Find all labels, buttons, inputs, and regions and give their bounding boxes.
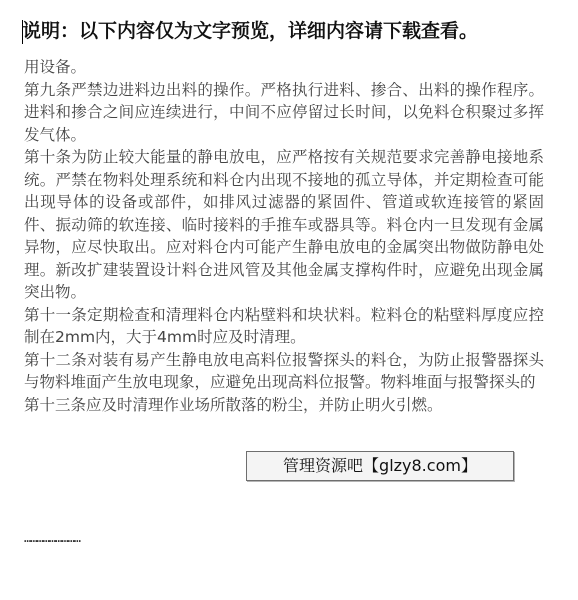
paragraph: 第十条为防止较大能量的静电放电，应严格按有关规范要求完善静电接地系统。严禁在物料处理系统和料仓内出现不接地的孤立导体，并定期检查可能出现导体的设备或部件，如排风过滤器的紧固件、管道或软连接管的紧固件、振动筛的软连接、临时接料的手推车或器具等。料仓内一旦发现有金属异物，应尽快取出。应对料仓内可能产生静电放电的金属突出物做防静电处理。新改扩建装置设计料仓进风管及其他金属支撑构件时，应避免出现金属突出物。 [24, 148, 544, 301]
watermark-stamp: 管理资源吧【glzy8.com】 [246, 451, 514, 481]
paragraph: 第九条严禁边进料边出料的操作。严格执行进料、掺合、出料的操作程序。进料和掺合之间应连续进行，中间不应停留过长时间，以免料仓积聚过多挥发气体。 [24, 80, 544, 144]
paragraph: 用设备。 [24, 58, 87, 76]
truncation-ellipsis: ……………………… [24, 531, 81, 545]
paragraph: 第十二条对装有易产生静电放电高料位报警探头的料仓，为防止报警器探头与物料堆面产生放电现象，应避免出现高料位报警。物料堆面与报警探头的 [24, 350, 544, 391]
preview-notice: 说明：以下内容仅为文字预览，详细内容请下载查看。 [22, 20, 479, 42]
paragraph: 第十一条定期检查和清理料仓内粘壁料和块状料。粒料仓的粘壁料厚度应控制在2mm内，大于4mm时应及时清理。 [24, 305, 544, 346]
paragraph: 第十三条应及时清理作业场所散落的粉尘，并防止明火引燃。 [24, 395, 443, 414]
document-body [24, 56, 544, 416]
